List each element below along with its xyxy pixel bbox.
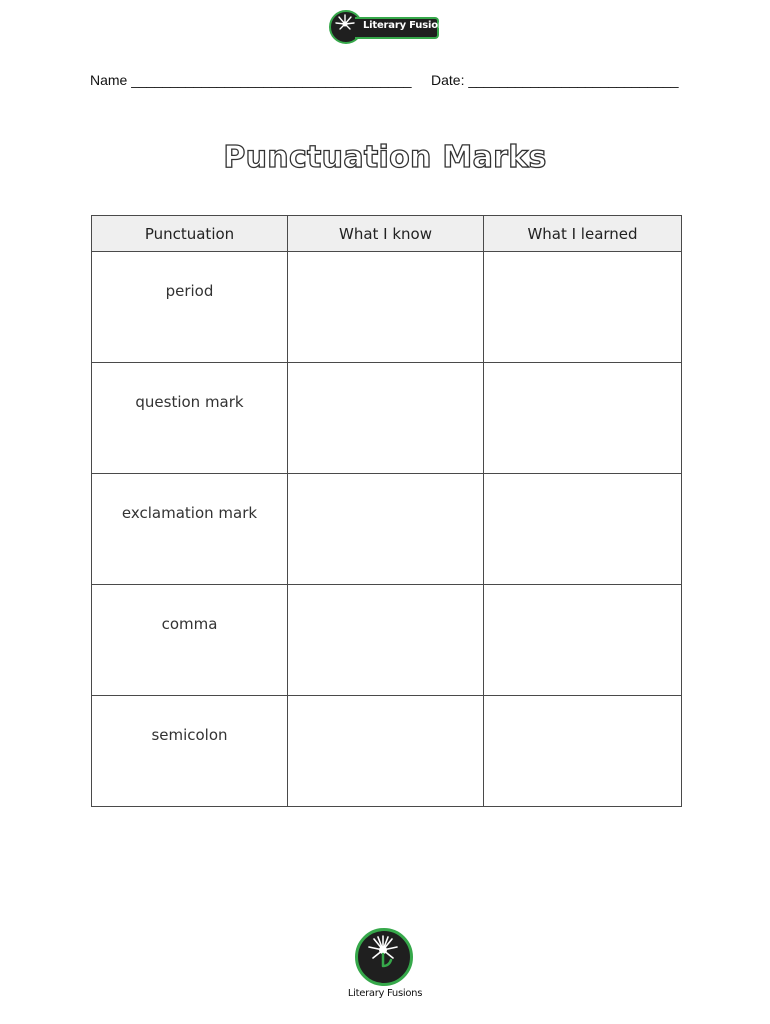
worksheet-title: Punctuation Marks — [223, 140, 547, 175]
literary-fusions-logo-bottom — [345, 928, 425, 1006]
what-i-learned-cell[interactable] — [484, 696, 682, 807]
logo-text: Literary Fusions — [347, 988, 423, 999]
what-i-learned-cell[interactable] — [484, 474, 682, 585]
date-field[interactable]: Date: ___________________________ — [431, 72, 679, 88]
logo-text: Literary Fusions — [363, 20, 451, 31]
name-field[interactable]: Name ____________________________________ — [90, 72, 412, 88]
what-i-know-cell[interactable] — [288, 696, 484, 807]
student-info-fields — [90, 72, 680, 88]
what-i-learned-cell[interactable] — [484, 252, 682, 363]
what-i-know-cell[interactable] — [288, 474, 484, 585]
what-i-know-cell[interactable] — [288, 363, 484, 474]
punctuation-cell: question mark — [92, 363, 288, 474]
what-i-learned-cell[interactable] — [484, 585, 682, 696]
column-header-what-i-learned: What I learned — [484, 216, 682, 252]
what-i-know-cell[interactable] — [288, 585, 484, 696]
column-header-punctuation: Punctuation — [92, 216, 288, 252]
column-header-what-i-know: What I know — [288, 216, 484, 252]
sparkle-icon — [335, 14, 355, 34]
punctuation-cell: comma — [92, 585, 288, 696]
table-header-row — [92, 216, 682, 252]
punctuation-cell: semicolon — [92, 696, 288, 807]
table-row — [92, 585, 682, 696]
table-row — [92, 474, 682, 585]
what-i-learned-cell[interactable] — [484, 363, 682, 474]
punctuation-cell: period — [92, 252, 288, 363]
table-row — [92, 363, 682, 474]
literary-fusions-logo-top — [329, 10, 451, 46]
table-row — [92, 696, 682, 807]
table-row — [92, 252, 682, 363]
what-i-know-cell[interactable] — [288, 252, 484, 363]
sparkle-icon — [365, 934, 401, 970]
punctuation-table — [91, 215, 682, 807]
punctuation-cell: exclamation mark — [92, 474, 288, 585]
